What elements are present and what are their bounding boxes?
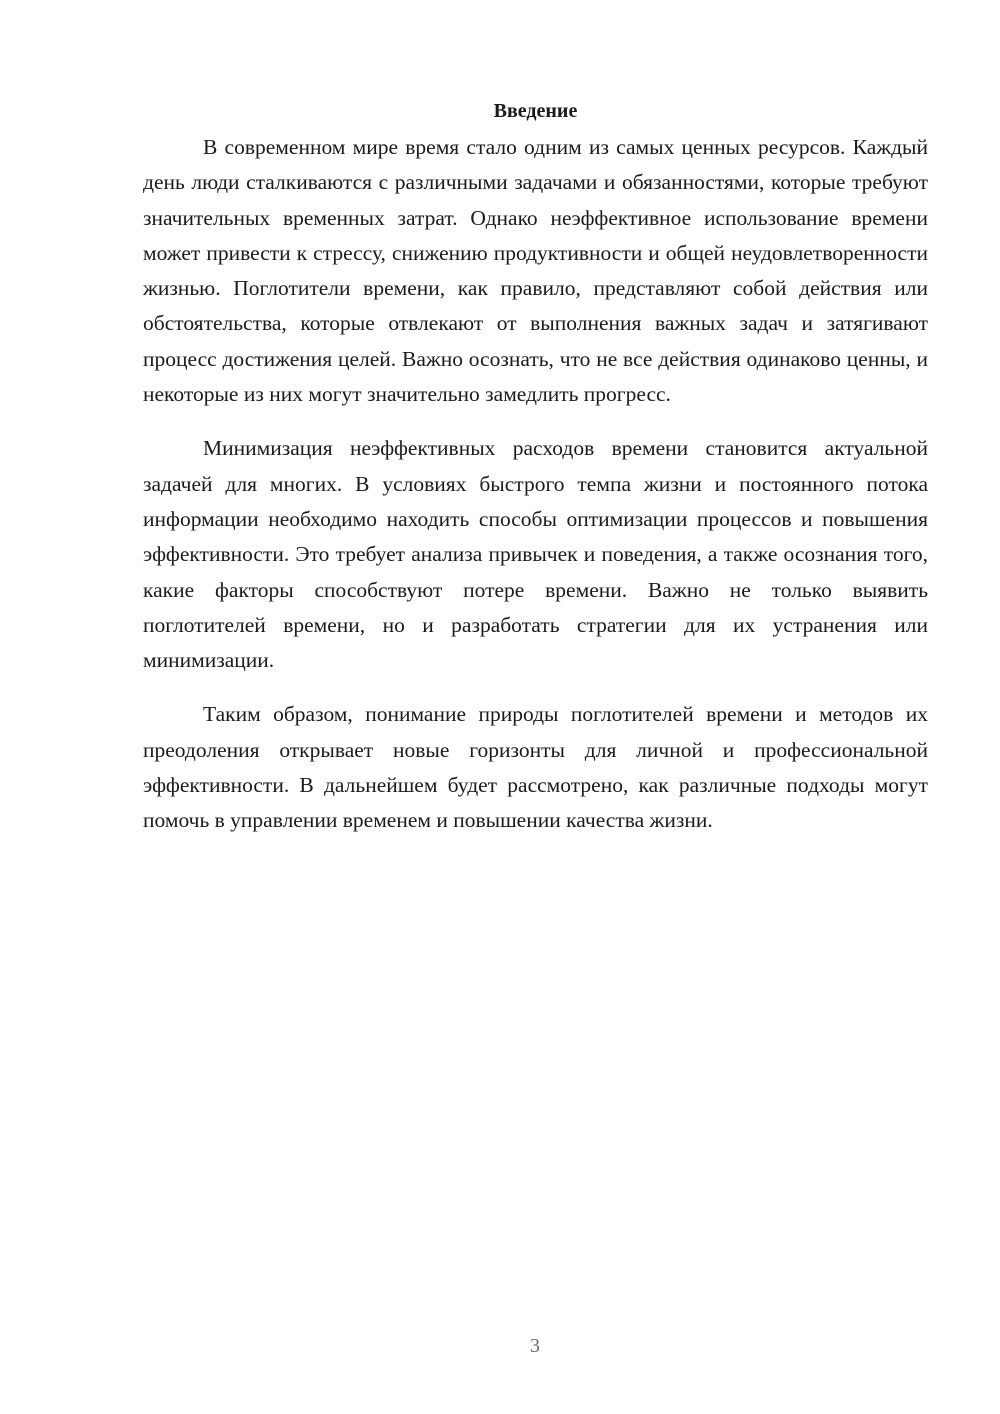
- paragraph-1: В современном мире время стало одним из самых ценных ресурсов. Каждый день люди сталкиваются с различными задачами и обязанностями, которые требуют значительных временных затрат. Однако неэффективное использование времени может привести к стрессу, снижению продуктивности и общей неудовлетворенности жизнью. Поглотители времени, как правило, представляют собой действия или обстоятельства, которые отвлекают от выполнения важных задач и затягивают процесс достижения целей. Важно осознать, что не все действия одинаково ценны, и некоторые из них могут значительно замедлить прогресс.: [143, 135, 928, 407]
- page-number: 3: [530, 1335, 540, 1357]
- paragraph-2: Минимизация неэффективных расходов времени становится актуальной задачей для многих. В условиях быстрого темпа жизни и постоянного потока информации необходимо находить способы оптимизации процессов и повышения эффективности. Это требует анализа привычек и поведения, а также осознания того, какие факторы способствуют потере времени. Важно не только выявить поглотителей времени, но и разработать стратегии для их устранения или минимизации.: [143, 436, 928, 673]
- page-content: [143, 96, 928, 858]
- paragraph-3: Таким образом, понимание природы поглотителей времени и методов их преодоления открывает новые горизонты для личной и профессиональной эффективности. В дальнейшем будет рассмотрено, как различные подходы могут помочь в управлении временем и повышении качества жизни.: [143, 702, 928, 833]
- section-heading: Введение: [493, 100, 578, 122]
